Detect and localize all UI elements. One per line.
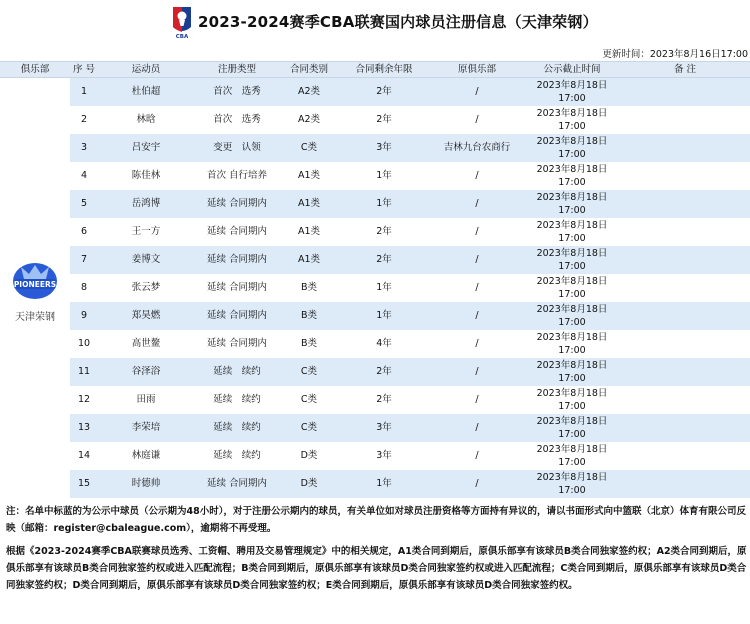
row-no: 6 <box>80 226 88 237</box>
row-reg-type: 延续 续约 <box>213 366 261 377</box>
row-reg-type: 延续 合同期内 <box>206 198 268 209</box>
update-time: 更新时间：2023年8月16日17:00 <box>602 49 748 60</box>
row-former-club: / <box>475 282 479 293</box>
row-years-left: 1年 <box>376 170 392 181</box>
row-no: 11 <box>77 366 91 377</box>
row-contract-type: D类 <box>300 478 318 489</box>
row-deadline-time: 17:00 <box>558 485 586 496</box>
row-reg-type: 延续 续约 <box>213 422 261 433</box>
row-reg-type: 延续 续约 <box>213 450 261 461</box>
row-player: 田雨 <box>136 394 156 405</box>
row-deadline <box>524 386 620 414</box>
row-deadline-date: 2023年8月18日 <box>536 332 608 343</box>
row-former-club: / <box>475 478 479 489</box>
row-deadline-time: 17:00 <box>558 261 586 272</box>
row-no: 2 <box>80 114 88 125</box>
row-former-club: / <box>475 226 479 237</box>
row-deadline-time: 17:00 <box>558 93 586 104</box>
row-deadline-time: 17:00 <box>558 121 586 132</box>
row-no: 13 <box>77 422 91 433</box>
row-no: 5 <box>80 198 88 209</box>
row-deadline-date: 2023年8月18日 <box>536 304 608 315</box>
row-remark <box>620 414 750 442</box>
club-logo-text: PIONEERS <box>13 280 57 289</box>
row-deadline-time: 17:00 <box>558 317 586 328</box>
table-row <box>70 190 750 218</box>
club-name: 天津荣钢 <box>15 312 55 323</box>
row-contract-type: C类 <box>300 142 318 153</box>
row-former-club: / <box>475 198 479 209</box>
row-contract-type: A2类 <box>297 114 321 125</box>
row-deadline-time: 17:00 <box>558 205 586 216</box>
row-remark <box>620 134 750 162</box>
note-disclaimer: 注：名单中标蓝的为公示中球员（公示期为48小时），对于注册公示期内的球员，有关单位如对球员注册资格等方面持有异议的，请以书面形式向中篮联（北京）体育有限公司反映（邮箱：register@cbaleague.com），逾期将不再受理。 <box>6 506 746 534</box>
row-reg-type: 延续 合同期内 <box>206 310 268 321</box>
notes <box>0 503 750 594</box>
row-former-club: / <box>475 254 479 265</box>
row-deadline-time: 17:00 <box>558 289 586 300</box>
row-contract-type: B类 <box>300 282 318 293</box>
row-deadline-date: 2023年8月18日 <box>536 248 608 259</box>
page-title: 2023-2024赛季CBA联赛国内球员注册信息（天津荣钢） <box>198 13 598 31</box>
row-years-left: 2年 <box>376 226 392 237</box>
row-contract-type: C类 <box>300 422 318 433</box>
table-row <box>70 330 750 358</box>
table-row <box>70 246 750 274</box>
row-no: 15 <box>77 478 91 489</box>
row-player: 林庭谦 <box>131 450 161 461</box>
table-row <box>70 78 750 106</box>
row-former-club: / <box>475 422 479 433</box>
table-row <box>70 442 750 470</box>
table-row <box>70 162 750 190</box>
row-remark <box>620 274 750 302</box>
header-player: 运动员 <box>131 64 161 75</box>
header-deadline: 公示截止时间 <box>543 64 601 75</box>
row-contract-type: A1类 <box>297 198 321 209</box>
row-deadline <box>524 330 620 358</box>
row-deadline <box>524 442 620 470</box>
header-former-club: 原俱乐部 <box>457 64 496 75</box>
row-contract-type: D类 <box>300 450 318 461</box>
table-row <box>70 274 750 302</box>
row-contract-type: C类 <box>300 394 318 405</box>
row-reg-type: 延续 合同期内 <box>206 254 268 265</box>
row-deadline <box>524 78 620 106</box>
row-no: 12 <box>77 394 91 405</box>
row-contract-type: A1类 <box>297 170 321 181</box>
row-deadline <box>524 106 620 134</box>
row-deadline-time: 17:00 <box>558 457 586 468</box>
header-years-left: 合同剩余年限 <box>355 64 413 75</box>
row-player: 高世鳌 <box>131 338 161 349</box>
row-years-left: 2年 <box>376 114 392 125</box>
row-remark <box>620 78 750 106</box>
row-years-left: 4年 <box>376 338 392 349</box>
row-remark <box>620 246 750 274</box>
row-remark <box>620 386 750 414</box>
note-rules: 根据《2023-2024赛季CBA联赛球员选秀、工资帽、聘用及交易管理规定》中的相关规定，A1类合同到期后，原俱乐部享有该球员B类合同独家签约权；A2类合同到期后，原俱乐部享有该球员B类合同独家签约权或进入匹配流程；B类合同到期后，原俱乐部享有该球员D类合同独家签约权或进入匹配流程；C类合同到期后，原俱乐部享有该球员D类合同独家签约权；D类合同到期后，原俱乐部享有该球员D类合同独家签约权；E类合同到期后，原俱乐部享有该球员D类合同独家签约权。 <box>6 546 747 591</box>
row-contract-type: B类 <box>300 310 318 321</box>
row-deadline-time: 17:00 <box>558 373 586 384</box>
row-deadline <box>524 302 620 330</box>
row-deadline-date: 2023年8月18日 <box>536 360 608 371</box>
cba-logo-icon <box>170 5 194 39</box>
row-years-left: 1年 <box>376 282 392 293</box>
row-remark <box>620 190 750 218</box>
row-remark <box>620 106 750 134</box>
row-deadline-date: 2023年8月18日 <box>536 416 608 427</box>
row-deadline-time: 17:00 <box>558 401 586 412</box>
row-no: 10 <box>77 338 91 349</box>
row-years-left: 3年 <box>376 422 392 433</box>
row-player: 张云梦 <box>131 282 161 293</box>
row-contract-type: A2类 <box>297 86 321 97</box>
pioneers-logo-icon <box>11 261 59 305</box>
row-deadline <box>524 358 620 386</box>
row-player: 王一方 <box>131 226 161 237</box>
row-player: 陈佳林 <box>131 170 161 181</box>
row-years-left: 1年 <box>376 478 392 489</box>
row-former-club: / <box>475 170 479 181</box>
row-remark <box>620 302 750 330</box>
row-deadline-date: 2023年8月18日 <box>536 472 608 483</box>
row-player: 吕安宇 <box>131 142 161 153</box>
table-header <box>0 61 750 78</box>
header-remark: 备 注 <box>673 64 697 75</box>
row-deadline-time: 17:00 <box>558 345 586 356</box>
row-remark <box>620 442 750 470</box>
row-deadline <box>524 134 620 162</box>
row-contract-type: A1类 <box>297 226 321 237</box>
row-deadline <box>524 246 620 274</box>
row-remark <box>620 330 750 358</box>
row-reg-type: 延续 合同期内 <box>206 338 268 349</box>
row-deadline-date: 2023年8月18日 <box>536 192 608 203</box>
table-row <box>70 386 750 414</box>
row-no: 14 <box>77 450 91 461</box>
row-remark <box>620 470 750 498</box>
row-former-club: / <box>475 114 479 125</box>
row-reg-type: 首次 自行培养 <box>206 170 268 181</box>
row-player: 林晗 <box>136 114 156 125</box>
row-contract-type: A1类 <box>297 254 321 265</box>
club-cell <box>0 78 70 502</box>
row-player: 姜博文 <box>131 254 161 265</box>
row-reg-type: 延续 合同期内 <box>206 478 268 489</box>
table-row <box>70 302 750 330</box>
row-deadline-time: 17:00 <box>558 149 586 160</box>
header-contract-type: 合同类别 <box>289 64 328 75</box>
row-deadline <box>524 274 620 302</box>
page-header <box>0 0 750 44</box>
row-deadline-time: 17:00 <box>558 429 586 440</box>
row-former-club: / <box>475 394 479 405</box>
header-reg-type: 注册类型 <box>217 64 256 75</box>
row-contract-type: C类 <box>300 366 318 377</box>
row-years-left: 2年 <box>376 394 392 405</box>
row-player: 李荣培 <box>131 422 161 433</box>
row-player: 岳鸿博 <box>131 198 161 209</box>
header-club: 俱乐部 <box>20 64 50 75</box>
row-deadline <box>524 414 620 442</box>
row-deadline-date: 2023年8月18日 <box>536 108 608 119</box>
row-years-left: 2年 <box>376 366 392 377</box>
row-deadline-date: 2023年8月18日 <box>536 220 608 231</box>
row-reg-type: 延续 合同期内 <box>206 282 268 293</box>
table-row <box>70 134 750 162</box>
row-deadline-date: 2023年8月18日 <box>536 388 608 399</box>
row-deadline-date: 2023年8月18日 <box>536 276 608 287</box>
cba-logo-text: CBA <box>175 34 189 39</box>
table-row <box>70 414 750 442</box>
row-former-club: / <box>475 366 479 377</box>
row-contract-type: B类 <box>300 338 318 349</box>
row-remark <box>620 358 750 386</box>
row-years-left: 2年 <box>376 86 392 97</box>
row-remark <box>620 162 750 190</box>
row-no: 7 <box>80 254 88 265</box>
row-former-club: / <box>475 338 479 349</box>
row-deadline <box>524 190 620 218</box>
header-no: 序 号 <box>72 64 96 75</box>
row-former-club: / <box>475 86 479 97</box>
row-reg-type: 延续 续约 <box>213 394 261 405</box>
table-row <box>70 358 750 386</box>
row-no: 1 <box>80 86 88 97</box>
row-former-club: 吉林九台农商行 <box>443 142 511 153</box>
row-player: 郑昊燃 <box>131 310 161 321</box>
row-remark <box>620 218 750 246</box>
row-no: 9 <box>80 310 88 321</box>
row-deadline-date: 2023年8月18日 <box>536 136 608 147</box>
row-no: 4 <box>80 170 88 181</box>
row-reg-type: 首次 选秀 <box>213 114 261 125</box>
row-deadline <box>524 470 620 498</box>
row-deadline-date: 2023年8月18日 <box>536 444 608 455</box>
table-row <box>70 106 750 134</box>
row-player: 杜伯超 <box>131 86 161 97</box>
row-former-club: / <box>475 450 479 461</box>
row-deadline-date: 2023年8月18日 <box>536 80 608 91</box>
row-former-club: / <box>475 310 479 321</box>
row-reg-type: 首次 选秀 <box>213 86 261 97</box>
row-deadline-date: 2023年8月18日 <box>536 164 608 175</box>
row-years-left: 3年 <box>376 450 392 461</box>
row-deadline-time: 17:00 <box>558 233 586 244</box>
row-deadline <box>524 162 620 190</box>
table-row <box>70 470 750 498</box>
row-years-left: 3年 <box>376 142 392 153</box>
row-player: 谷泽浴 <box>131 366 161 377</box>
row-years-left: 1年 <box>376 198 392 209</box>
table-row <box>70 218 750 246</box>
row-no: 8 <box>80 282 88 293</box>
row-deadline-time: 17:00 <box>558 177 586 188</box>
row-reg-type: 延续 合同期内 <box>206 226 268 237</box>
row-reg-type: 变更 认领 <box>213 142 261 153</box>
row-years-left: 2年 <box>376 254 392 265</box>
row-deadline <box>524 218 620 246</box>
row-player: 时德帅 <box>131 478 161 489</box>
row-years-left: 1年 <box>376 310 392 321</box>
row-no: 3 <box>80 142 88 153</box>
